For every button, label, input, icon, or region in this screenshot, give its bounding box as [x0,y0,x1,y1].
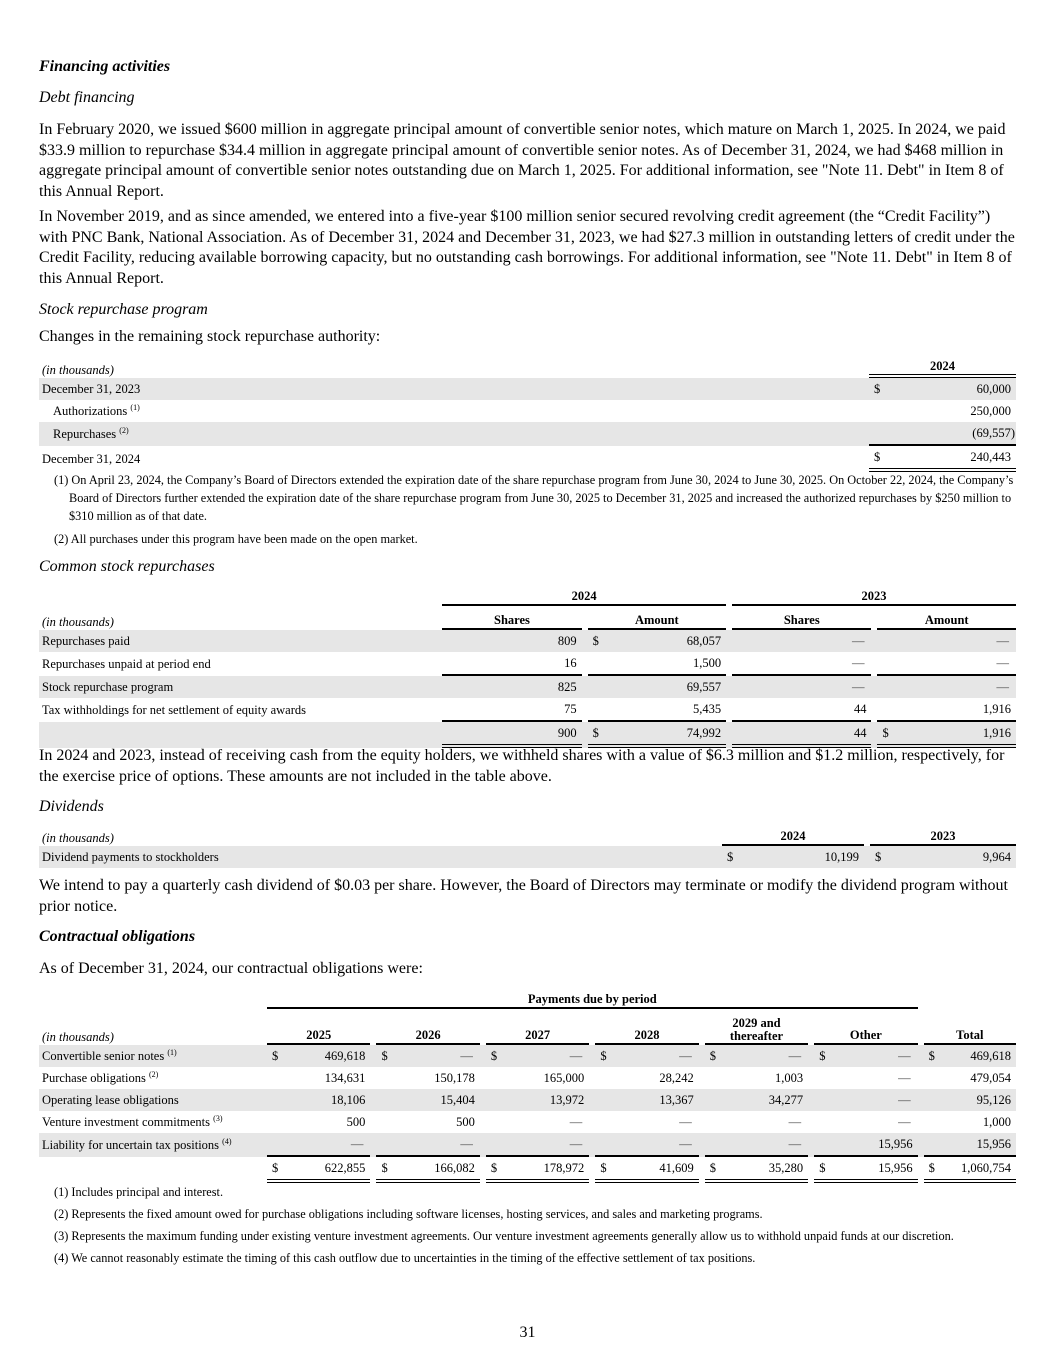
footnote-2: (2) All purchases under this program have been made on the open market. [54,532,418,546]
subheading-common-stock-repurchases: Common stock repurchases [39,558,215,575]
subheading-dividends: Dividends [39,798,104,815]
authority-footnotes [54,471,1014,548]
repurchase-authority-table [39,352,1016,472]
footnote-4: (4) We cannot reasonably estimate the timing of this cash outflow due to uncertainties in the timing of the effective settlement of tax positions. [54,1251,756,1265]
table-row: Tax withholdings for net settlement of equity awards 75 5,435 44 1,916 [39,698,1016,722]
subheading-debt-financing: Debt financing [39,89,135,106]
table-row: Repurchases $^{(2)}$ (69,557) [39,422,1016,446]
column-header-2028: 2028 [595,1009,698,1045]
page-number: 31 [519,1324,536,1341]
table-row: Repurchases unpaid at period end 16 1,500 — — [39,652,1016,676]
paragraph-contractual-intro: As of December 31, 2024, our contractual obligations were: [39,960,423,977]
table-row: Authorizations $^{(1)}$ 250,000 [53,403,1011,418]
column-group-2024: 2024 [442,582,726,606]
table-row-total: $ 622,855 $ 166,082 $ 178,972 $ 41,609 $ 35,280 $ 15,956 $ 1,060,754 [39,1157,1016,1183]
section-heading-contractual: Contractual obligations [39,928,196,945]
column-header-amount-2023: Amount [877,606,1016,630]
table-row: Operating lease obligations 18,106 15,404 13,972 13,367 34,277 — 95,126 [39,1089,1016,1111]
contractual-footnotes [54,1183,1014,1267]
column-header-2027: 2027 [486,1009,589,1045]
unit-label: (in thousands) [42,363,114,377]
paragraph-credit-facility: In November 2019, and as since amended, we entered into a five-year $100 million senior secured revolving credit agreement (the “Credit Facility”) with PNC Bank, National Association. As of December 31, 2024 and December 31, 2023, we had $27.3 million in outstanding letters of credit under the Credit Facility, reducing available borrowing capacity, but no outstanding cash borrowings. For additional information, see "Note 11. Debt" in Item 8 of this Annual Report. [39,208,1015,287]
table-row: Repurchases paid 809 $ 68,057 — — [39,630,1016,652]
column-header-other: Other [814,1009,917,1045]
column-header-2024: 2024 [869,352,1016,378]
paragraph-dividend-policy: We intend to pay a quarterly cash dividend of $0.03 per share. However, the Board of Directors may terminate or modify the dividend program without prior notice. [39,877,1008,915]
footnote-1: (1) Includes principal and interest. [54,1185,224,1199]
column-header-shares-2023: Shares [732,606,871,630]
subheading-stock-repurchase-program: Stock repurchase program [39,301,208,318]
column-header-2026: 2026 [376,1009,479,1045]
section-heading-financing: Financing activities [39,58,171,75]
dividends-table: (in thousands) 2024 2023 Dividend payments to stockholders $ 10,199 $ 9,964 [39,822,1016,868]
table-row: Purchase obligations $^{(2)}$ 134,631 150,178 165,000 28,242 1,003 — 479,054 [42,1070,1011,1085]
column-header-2024: 2024 [722,822,864,846]
column-header-2025: 2025 [267,1009,370,1045]
common-stock-repurchases-table: 2024 2023 (in thousands) Shares Amount Shares Amount Repurchases paid 809 $ 68,057 — — Repurchases unpaid at period end 16 1,500 — — Stock repurchase program 825 69,557 — — Tax withholdings for net settlement of equity awards 75 5,435 44 1,916 900 $ 74,992 44 $ 1,916 [39,582,1016,748]
table-row: Convertible senior notes $^{(1)}$ $ 469,618 $ — $ — $ — $ — $ — $ 469,618 [39,1045,1016,1067]
paragraph-withheld-shares: In 2024 and 2023, instead of receiving cash from the equity holders, we withheld shares with a value of $6.3 million and $1.2 million, respectively, for the exercise price of options. These amounts are not included in the table above. [39,747,1005,785]
table-row: Dividend payments to stockholders $ 10,199 $ 9,964 [39,846,1016,868]
column-header-2023: 2023 [870,822,1016,846]
column-header-amount-2024: Amount [588,606,727,630]
paragraph-stock-intro: Changes in the remaining stock repurchase authority: [39,328,381,345]
column-group-2023: 2023 [732,582,1016,606]
column-header-total: Total [924,1009,1016,1045]
footnote-3: (3) Represents the maximum funding under existing venture investment agreements. Our venture investment agreements generally allow us to withhold unpaid funds at our discretion. [54,1229,954,1243]
table-row: Stock repurchase program 825 69,557 — — [39,676,1016,698]
table-row: December 31, 2023 $ 60,000 [39,378,1016,400]
column-header-shares-2024: Shares [442,606,581,630]
contractual-obligations-table: Payments due by period (in thousands) 2025 2026 2027 2028 2029 and thereafter Other Total Convertible senior notes $^{(1)}$ $ 469,618 $ — $ — $ — $ — $ — $ 469,618 Purchase obligations $^{(2)}$ 134,631 150,178 165,000 28,242 1,003 — 479,054 Operating lease obligations 18,106 15,404 13,972 13,367 34,277 — 95,126 Venture investment commitments $^{(3)}$ 500 500 — — — — 1,000 Liability for uncertain tax positions $^{(4)}$ — — — — — 15,956 15,956 $ 622,855 $ 166,082 $ 178,972 $ 41,609 $ 35,280 $ 15,956 $ 1,060,754 [39,985,1016,1183]
footnote-1: (1) On April 23, 2024, the Company’s Board of Directors extended the expiration date of the share repurchase program from June 30, 2024 to June 30, 2025. On October 22, 2024, the Company’s Board of Directors further extended the expiration date of the share repurchase program from June 30, 2025 to December 31, 2025 and increased the authorized repurchases by $250 million to $310 million as of that date. [54,473,1014,523]
group-header-payments-due: Payments due by period [267,985,918,1009]
table-row: Venture investment commitments $^{(3)}$ 500 500 — — — — 1,000 [42,1114,1011,1129]
paragraph-debt-notes: In February 2020, we issued $600 million in aggregate principal amount of convertible senior notes, which mature on March 1, 2025. In 2024, we paid $33.9 million to repurchase $34.4 million in aggregate principal amount of convertible senior notes. As of December 31, 2024, we had $468 million in aggregate principal amount of convertible senior notes outstanding due on March 1, 2025. For additional information, see "Note 11. Debt" in Item 8 of this Annual Report. [39,121,1006,200]
table-row: December 31, 2024 $ 240,443 [39,446,1016,472]
table-row-total: 900 $ 74,992 44 $ 1,916 [39,722,1016,748]
column-header-2029-thereafter: 2029 and thereafter [705,1009,808,1045]
footnote-2: (2) Represents the fixed amount owed for purchase obligations including software licenses, hosting services, and sales and marketing programs. [54,1207,763,1221]
table-row: Liability for uncertain tax positions $^{(4)}$ — — — — — 15,956 15,956 [39,1133,1016,1157]
